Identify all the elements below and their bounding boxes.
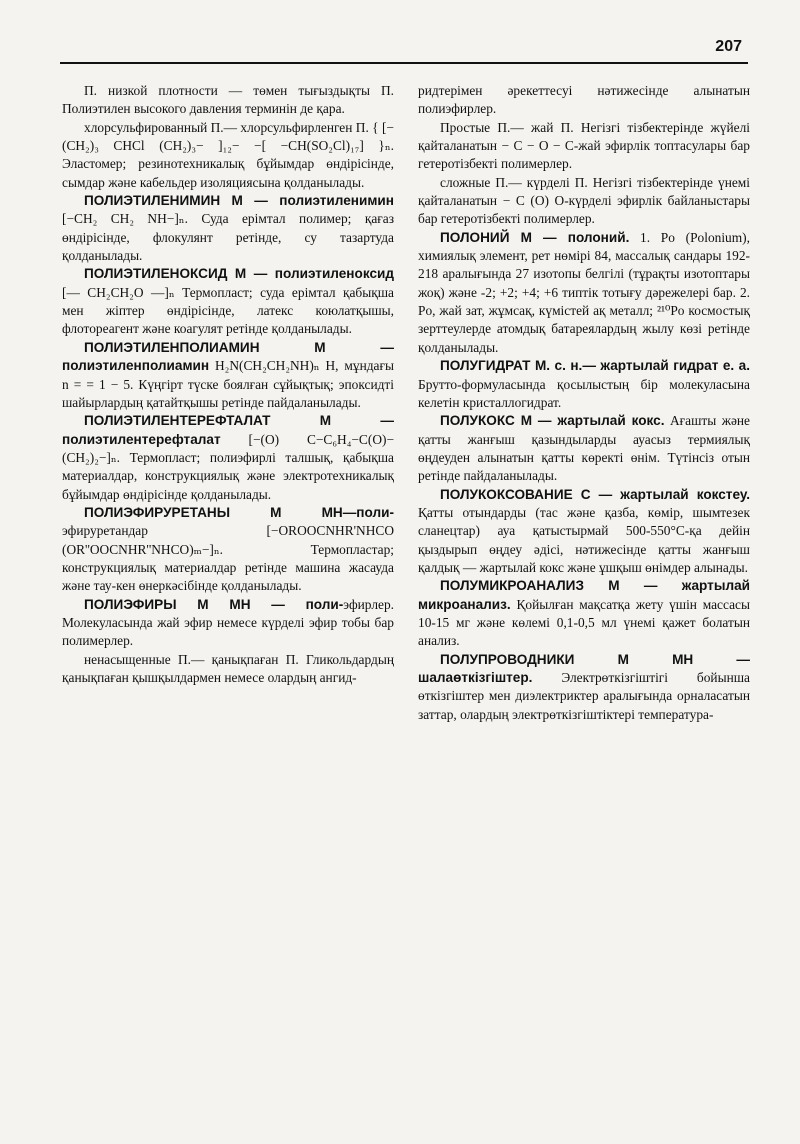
entry-definition: Қойылған мақсатқа жету үшін массасы 10-15 мг және көлемі 0,1-0,5 мл үнемі қажет болатын анализ.: [418, 596, 750, 649]
entry-term: ПОЛИЭТИЛЕНТЕРЕФТАЛАТ М — полиэтилентерефталат: [62, 413, 394, 447]
dictionary-entry: [62, 265, 394, 338]
entry-paragraph: хлорсульфированный П.— хлорсульфирленген П. { [−(CH₂)₃ CHCl (CH₂)₃− ]₁₂− −[ −CH(SO₂Cl)₁₇] }ₙ. Эластомер; резинотехникалық бұйымдар өндірісінде, сымдар және кабельдер изоляциясына қолданылады.: [62, 119, 394, 190]
entry-term: ПОЛИЭТИЛЕНОКСИД М — полиэтиленоксид: [84, 266, 394, 282]
dictionary-entry: [62, 412, 394, 504]
entry-definition: [−(O) C−C₆H₄−C(O)−(CH₂)₂−]ₙ. Термопласт; полиэфирлі талшық, қабықша материалдар, конструкциялық және электротехникалық бұйымдар өндірісінде қолданылады.: [62, 431, 394, 502]
right-column: [418, 82, 750, 724]
entry-paragraph: ридтерімен әрекеттесуі нәтижесінде алынатын полиэфирлер.: [418, 83, 750, 117]
entry-definition: Электрөткізгіштігі бойынша өткізгіштер мен диэлектриктер аралығында орналасатын заттар, олардың электрөткізгіштіктері температура-: [418, 670, 750, 722]
entry-term: ПОЛИЭТИЛЕНПОЛИАМИН М — полиэтиленполиамин: [62, 339, 394, 374]
entry-term: ПОЛУГИДРАТ М. с. н.— жартылай гидрат е. а.: [440, 358, 750, 374]
entry-paragraph: П. низкой плотности — төмен тығыздықты П. Полиэтилен высокого давления терминін де қара.: [62, 83, 394, 117]
left-column: [62, 82, 394, 687]
entry-definition: Қатты отындарды (тас және қазба, көмір, шымтезек сланецтар) ауа қатыстырмай 500-550°С-қа дейін қыздырып өңдеу әдісі, нәтижесінде қатты жанғыш қалдық — жартылай кокс және ұшқыш өнімдер алынады.: [418, 504, 750, 575]
dictionary-entry: [62, 192, 394, 265]
dictionary-entry: [418, 651, 750, 724]
entry-definition: [— CH₂CH₂O —]ₙ Термопласт; суда ерімтал қабықша мен жіптер өндірісінде, латекс коюлатқышы, флотореагент және коагулят ретінде қолданылады.: [62, 284, 394, 337]
dictionary-entry: [418, 357, 750, 412]
entry-paragraph: Простые П.— жай П. Негізгі тізбектерінде жүйелі қайталанатын − С − О − С-жай эфирлік топтасулары бар гетеротізбекті полимерлер.: [418, 119, 750, 172]
entry-term: ПОЛУПРОВОДНИКИ М МН — шалаөткізгіштер.: [418, 651, 750, 685]
entry-term: ПОЛИЭФИРУРЕТАНЫ М МН—поли-: [84, 504, 394, 520]
header-rule: [60, 62, 748, 64]
entry-definition: Брутто-формуласында қосылыстың бір молекуласына келетін кристаллогидрат.: [418, 376, 750, 410]
entry-paragraph: сложные П.— күрделі П. Негізгі тізбектерінде үнемі қайталанатын − С (О) О-күрделі эфирлік байланыстары бар гетеротізбекті полимерлер.: [418, 174, 750, 227]
entry-definition: эфируретандар [−OROOCNHR'NHCO (OR''OOCNHR''NHCO)ₘ−]ₙ. Термопластар; конструкциялық материалдар ретінде машина жасауда және тау-кен өнеркәсібінде қолданылады.: [62, 523, 394, 594]
dictionary-entry: [62, 339, 394, 412]
entry-definition: [−CH₂ CH₂ NH−]ₙ. Суда ерімтал полимер; қағаз өндірісінде, флокулянт ретінде, су тазартуда қолданылады.: [62, 211, 394, 264]
entry-definition: Ағашты және қатты жанғыш қазындыларды ауасыз термиялық өңдеуден алынатын қатты көректі өнім. Түтінсіз отын ретінде пайдаланылады.: [418, 413, 750, 484]
entry-term: ПОЛИЭТИЛЕНИМИН М — полиэтиленимин: [84, 193, 394, 209]
page-number: 207: [715, 38, 742, 55]
entry-term: ПОЛОНИЙ М — полоний.: [440, 229, 630, 245]
entry-term: ПОЛУМИКРОАНАЛИЗ М — жартылай микроанализ.: [418, 578, 750, 612]
dictionary-entry: [418, 577, 750, 650]
entry-term: ПОЛУКОКС М — жартылай кокс.: [440, 413, 665, 429]
entry-term: ПОЛУКОКСОВАНИЕ С — жартылай кокстеу.: [440, 486, 750, 502]
entry-definition: эфирлер. Молекуласында жай эфир немесе күрделі эфир тобы бар полимерлер.: [62, 596, 394, 649]
entry-term: ПОЛИЭФИРЫ М МН — поли-: [84, 596, 344, 612]
dictionary-entry: [62, 504, 394, 596]
dictionary-entry: [418, 412, 750, 485]
entry-definition: 1. Po (Polonium), химиялық элемент, рет нөмірі 84, массалық сандары 192-218 аралығында 27 изотопы белгілі (тұрақты изотоптары жоқ) және -2; +2; +4; +6 типтік тотығу дәрежелері бар. 2. Po, жай зат, жұмсақ, күмістей ақ металл; ²¹⁰Po космостық зерттеулерде атомдық батареялардың жылу көзі ретінде қолданылады.: [418, 229, 750, 355]
dictionary-entry: [418, 486, 750, 578]
entry-paragraph: ненасыщенные П.— қанықпаған П. Гликольдардың қанықпаған қышқылдармен немесе олардың ангид-: [62, 651, 394, 685]
dictionary-entry: [62, 596, 394, 651]
dictionary-entry: [418, 229, 750, 357]
entry-definition: H₂N(CH₂CH₂NH)ₙ H, мұндағы n = = 1 − 5. Күңгірт түске боялған сұйықтық; эпоксидті шайырлардың қатайтқышы ретінде пайдаланылады.: [62, 358, 394, 410]
